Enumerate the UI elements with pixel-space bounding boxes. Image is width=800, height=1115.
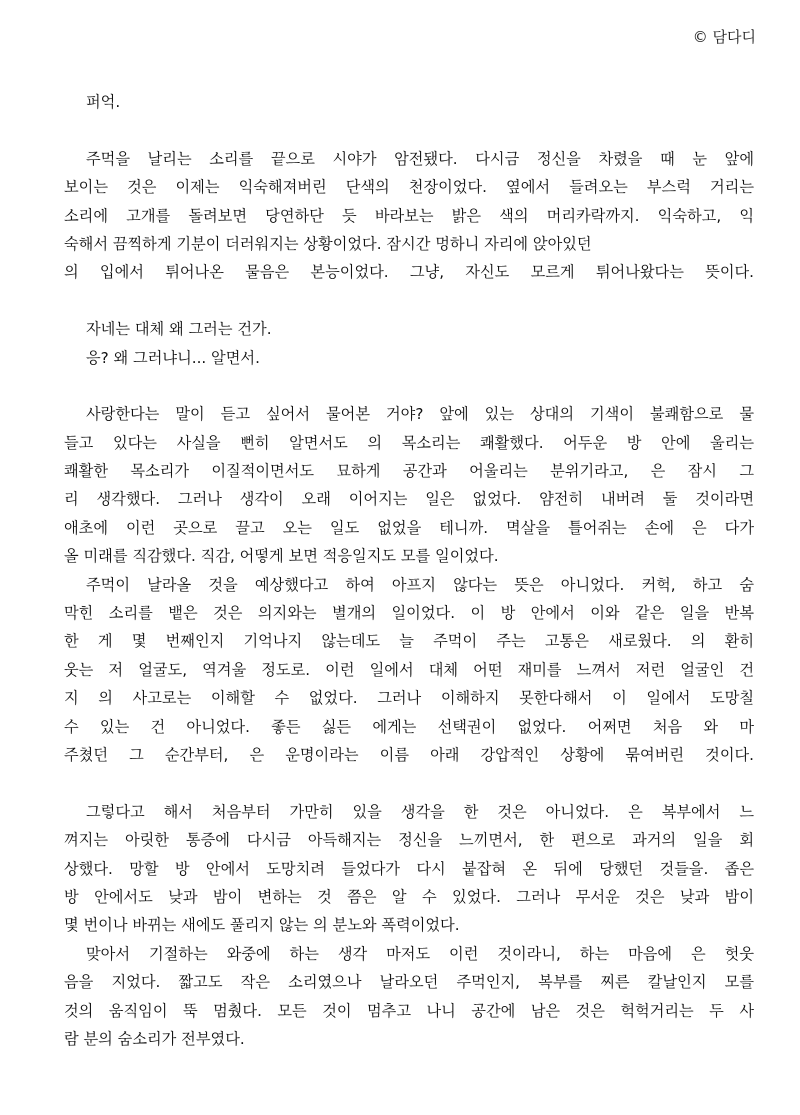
- paragraph-gap: [64, 287, 754, 315]
- text-line: 쾌활한 목소리가 이질적이면서도 묘하게 공간과 어울리는 분위기라고, 은 잠시 그: [64, 462, 754, 481]
- text-line: 주먹이 날라올 것을 예상했다고 하여 아프지 않다는 뜻은 아니었다. 커헉, 하고 숨: [86, 575, 754, 594]
- text-line: 웃는 저 얼굴도, 역겨울 정도로. 이런 일에서 대체 어떤 재미를 느껴서 저런 얼굴인 건: [64, 660, 754, 679]
- text-line: 애초에 이런 곳으로 끌고 오는 일도 없었을 테니까. 멱살을 틀어쥐는 손에 은 다가: [64, 518, 754, 537]
- text-line: 들고 있다는 사실을 뻔히 알면서도 의 목소리는 쾌활했다. 어두운 방 안에 울리는: [64, 433, 754, 452]
- paragraph-gap: [64, 116, 754, 144]
- text-line: 방 안에서도 낮과 밤이 변하는 것 쯤은 알 수 있었다. 그러나 무서운 것은 낮과 밤이: [64, 887, 754, 906]
- text-line: 의 입에서 튀어나온 물음은 본능이었다. 그냥, 자신도 모르게 튀어나왔다는 뜻이다.: [64, 263, 754, 282]
- text-line: 막힌 소리를 뱉은 것은 의지와는 별개의 일이었다. 이 방 안에서 이와 같은 일을 반복: [64, 604, 754, 623]
- text-line: 응? 왜 그러냐니... 알면서.: [86, 348, 260, 367]
- text-line: 람 분의 숨소리가 전부였다.: [64, 1029, 245, 1048]
- text-line: 수 있는 건 아니었다. 좋든 싫든 에게는 선택권이 없었다. 어쩌면 처음 와 마: [64, 717, 754, 736]
- text-line: 퍼억.: [86, 93, 121, 111]
- text-line: 그렇다고 해서 처음부터 가만히 있을 생각을 한 것은 아니었다. 은 복부에서 느: [86, 802, 754, 821]
- text-line: 한 게 몇 번째인지 기억나지 않는데도 늘 주먹이 주는 고통은 새로웠다. 의 환히: [64, 632, 754, 651]
- text-line: 주쳤던 그 순간부터, 은 운명이라는 이름 아래 강압적인 상황에 묶여버린 것이다.: [64, 745, 754, 764]
- text-line: 자네는 대체 왜 그러는 건가.: [86, 320, 272, 339]
- text-line: 몇 번이나 바뀌는 새에도 풀리지 않는 의 분노와 폭력이었다.: [64, 916, 460, 935]
- text-line: 올 미래를 직감했다. 직감, 어떻게 보면 적응일지도 모를 일이었다.: [64, 547, 499, 566]
- text-line: 상했다. 망할 방 안에서 도망치려 들었다가 다시 붙잡혀 온 뒤에 당했던 것들을. 좁은: [64, 859, 754, 878]
- text-line: 보이는 것은 이제는 익숙해져버린 단색의 천장이었다. 옆에서 들려오는 부스럭 거리는: [64, 178, 754, 197]
- text-line: 숙해서 끔찍하게 기분이 더러워지는 상황이었다. 잠시간 멍하니 자리에 앉아있던: [64, 234, 592, 253]
- text-line: 리 생각했다. 그러나 생각이 오래 이어지는 일은 없었다. 얌전히 내버려 둘 것이라면: [64, 490, 754, 509]
- text-line: 맞아서 기절하는 와중에 하는 생각 마저도 이런 것이라니, 하는 마음에 은 헛웃: [86, 944, 754, 963]
- text-line: 음을 지었다. 짧고도 작은 소리였으나 날라오던 주먹인지, 복부를 찌른 칼날인지 모를: [64, 973, 754, 992]
- paragraph-gap: [64, 372, 754, 400]
- text-line: 것의 움직임이 뚝 멈췄다. 모든 것이 멈추고 나니 공간에 남은 것은 헉헉거리는 두 사: [64, 1001, 754, 1020]
- text-line: 소리에 고개를 돌려보면 당연하단 듯 바라보는 밝은 색의 머리카락까지. 익숙하고, 익: [64, 206, 754, 225]
- document-body: [64, 88, 754, 1053]
- paragraph-gap: [64, 769, 754, 797]
- text-line: 사랑한다는 말이 듣고 싶어서 물어본 거야? 앞에 있는 상대의 기색이 불쾌함으로 물: [86, 405, 754, 424]
- text-line: 껴지는 아릿한 통증에 다시금 아득해지는 정신을 느끼면서, 한 편으로 과거의 일을 회: [64, 831, 754, 850]
- text-line: 지 의 사고로는 이해할 수 없었다. 그러나 이해하지 못한다해서 이 일에서 도망칠: [64, 689, 754, 708]
- copyright-label: © 담다디: [692, 28, 756, 46]
- text-line: 주먹을 날리는 소리를 끝으로 시야가 암전됐다. 다시금 정신을 차렸을 때 눈 앞에: [86, 149, 754, 168]
